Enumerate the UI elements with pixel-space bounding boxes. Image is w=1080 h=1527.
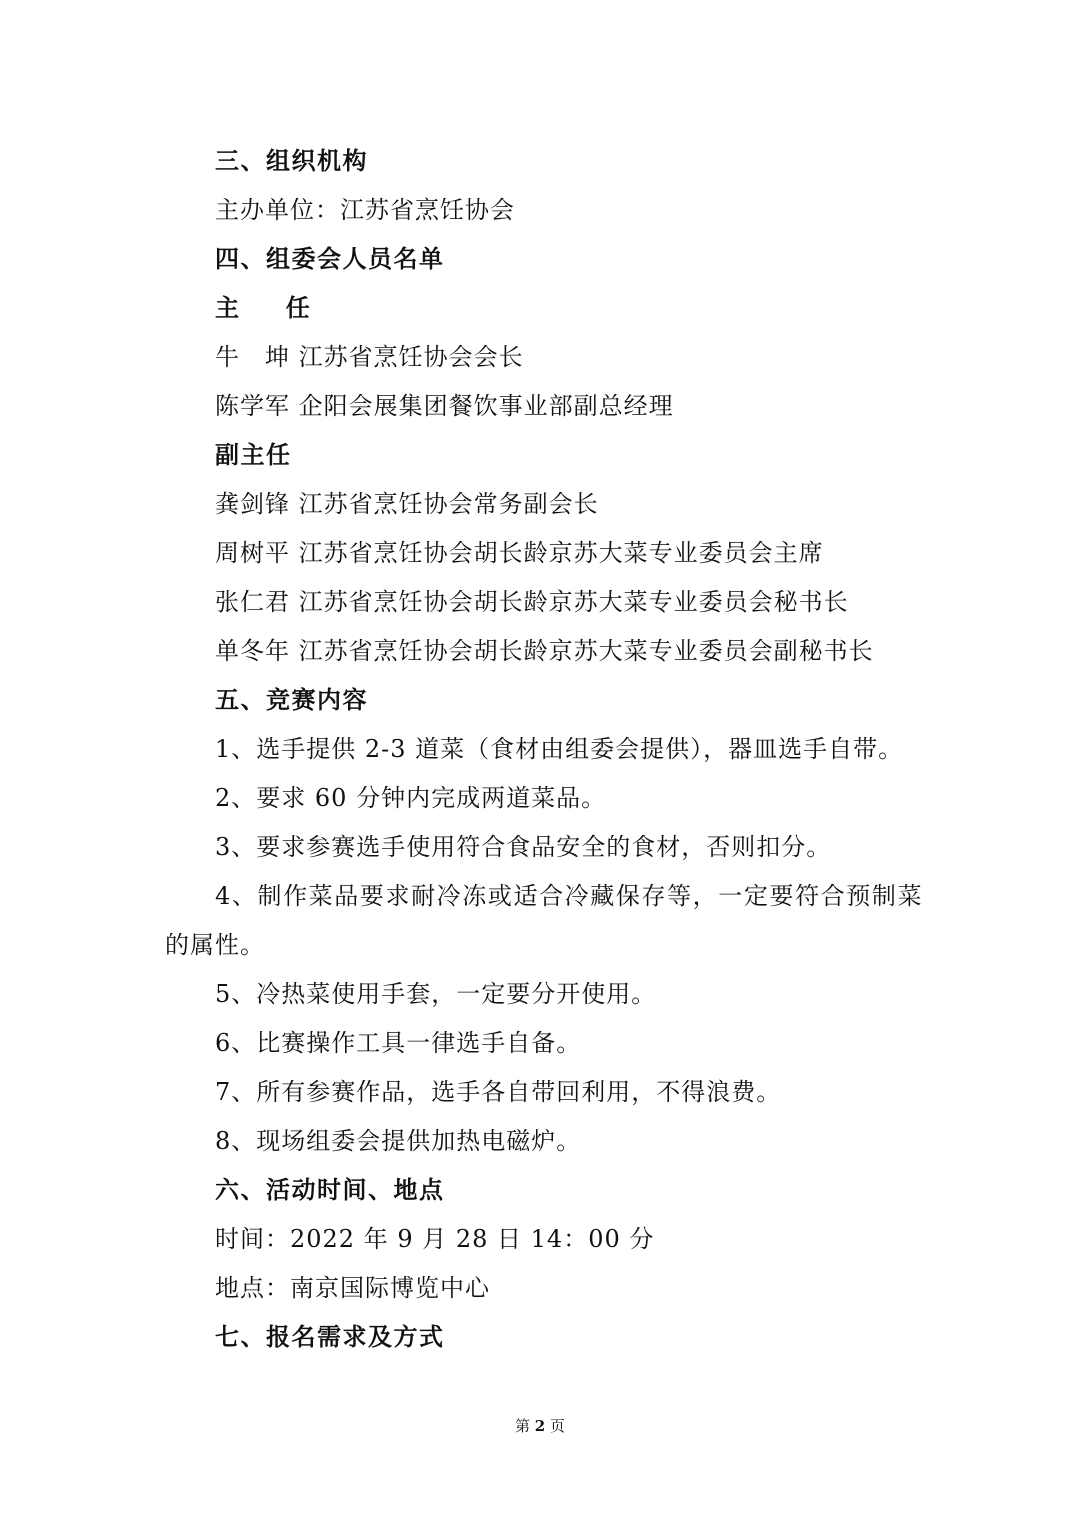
- content-item-4-line-1: 4、制作菜品要求耐冷冻或适合冷藏保存等，一定要符合预制菜: [215, 882, 924, 910]
- section-6-heading: 六、活动时间、地点: [215, 1176, 445, 1204]
- deputy-line-4: 单冬年 江苏省烹饪协会胡长龄京苏大菜专业委员会副秘书长: [215, 637, 874, 665]
- content-item-3: 3、要求参赛选手使用符合食品安全的食材，否则扣分。: [215, 833, 832, 861]
- director-subheading: [215, 293, 320, 323]
- deputy-line-2: 周树平 江苏省烹饪协会胡长龄京苏大菜专业委员会主席: [215, 539, 824, 567]
- section-7-heading: 七、报名需求及方式: [215, 1323, 445, 1351]
- content-item-5: 5、冷热菜使用手套，一定要分开使用。: [215, 980, 657, 1008]
- content-item-4-line-2: 的属性。: [165, 931, 265, 959]
- event-time-line: 时间：2022 年 9 月 28 日 14：00 分: [215, 1225, 655, 1253]
- content-item-7: 7、所有参赛作品，选手各自带回利用，不得浪费。: [215, 1078, 782, 1106]
- event-place-line: 地点：南京国际博览中心: [215, 1274, 490, 1302]
- section-3-heading: 三、组织机构: [215, 147, 368, 175]
- deputy-subheading: 副主任: [215, 441, 292, 469]
- content-item-1: 1、选手提供 2-3 道菜（食材由组委会提供），器皿选手自带。: [215, 735, 904, 763]
- deputy-line-1: 龚剑锋 江苏省烹饪协会常务副会长: [215, 490, 599, 518]
- page-number: 2: [534, 1417, 546, 1435]
- content-item-6: 6、比赛操作工具一律选手自备。: [215, 1029, 582, 1057]
- host-unit-line: 主办单位：江苏省烹饪协会: [215, 196, 515, 224]
- section-4-heading: 四、组委会人员名单: [215, 245, 445, 273]
- director-line-2: 陈学军 企阳会展集团餐饮事业部副总经理: [215, 392, 674, 420]
- content-item-8: 8、现场组委会提供加热电磁炉。: [215, 1127, 582, 1155]
- footer-suffix: 页: [550, 1417, 566, 1435]
- footer-prefix: 第: [514, 1417, 530, 1435]
- page-footer: [0, 1416, 1080, 1436]
- director-line-1: 牛 坤 江苏省烹饪协会会长: [215, 343, 524, 371]
- director-subheading-text: 主 任: [215, 294, 320, 322]
- deputy-line-3: 张仁君 江苏省烹饪协会胡长龄京苏大菜专业委员会秘书长: [215, 588, 849, 616]
- content-item-2: 2、要求 60 分钟内完成两道菜品。: [215, 784, 607, 812]
- section-5-heading: 五、竞赛内容: [215, 686, 368, 714]
